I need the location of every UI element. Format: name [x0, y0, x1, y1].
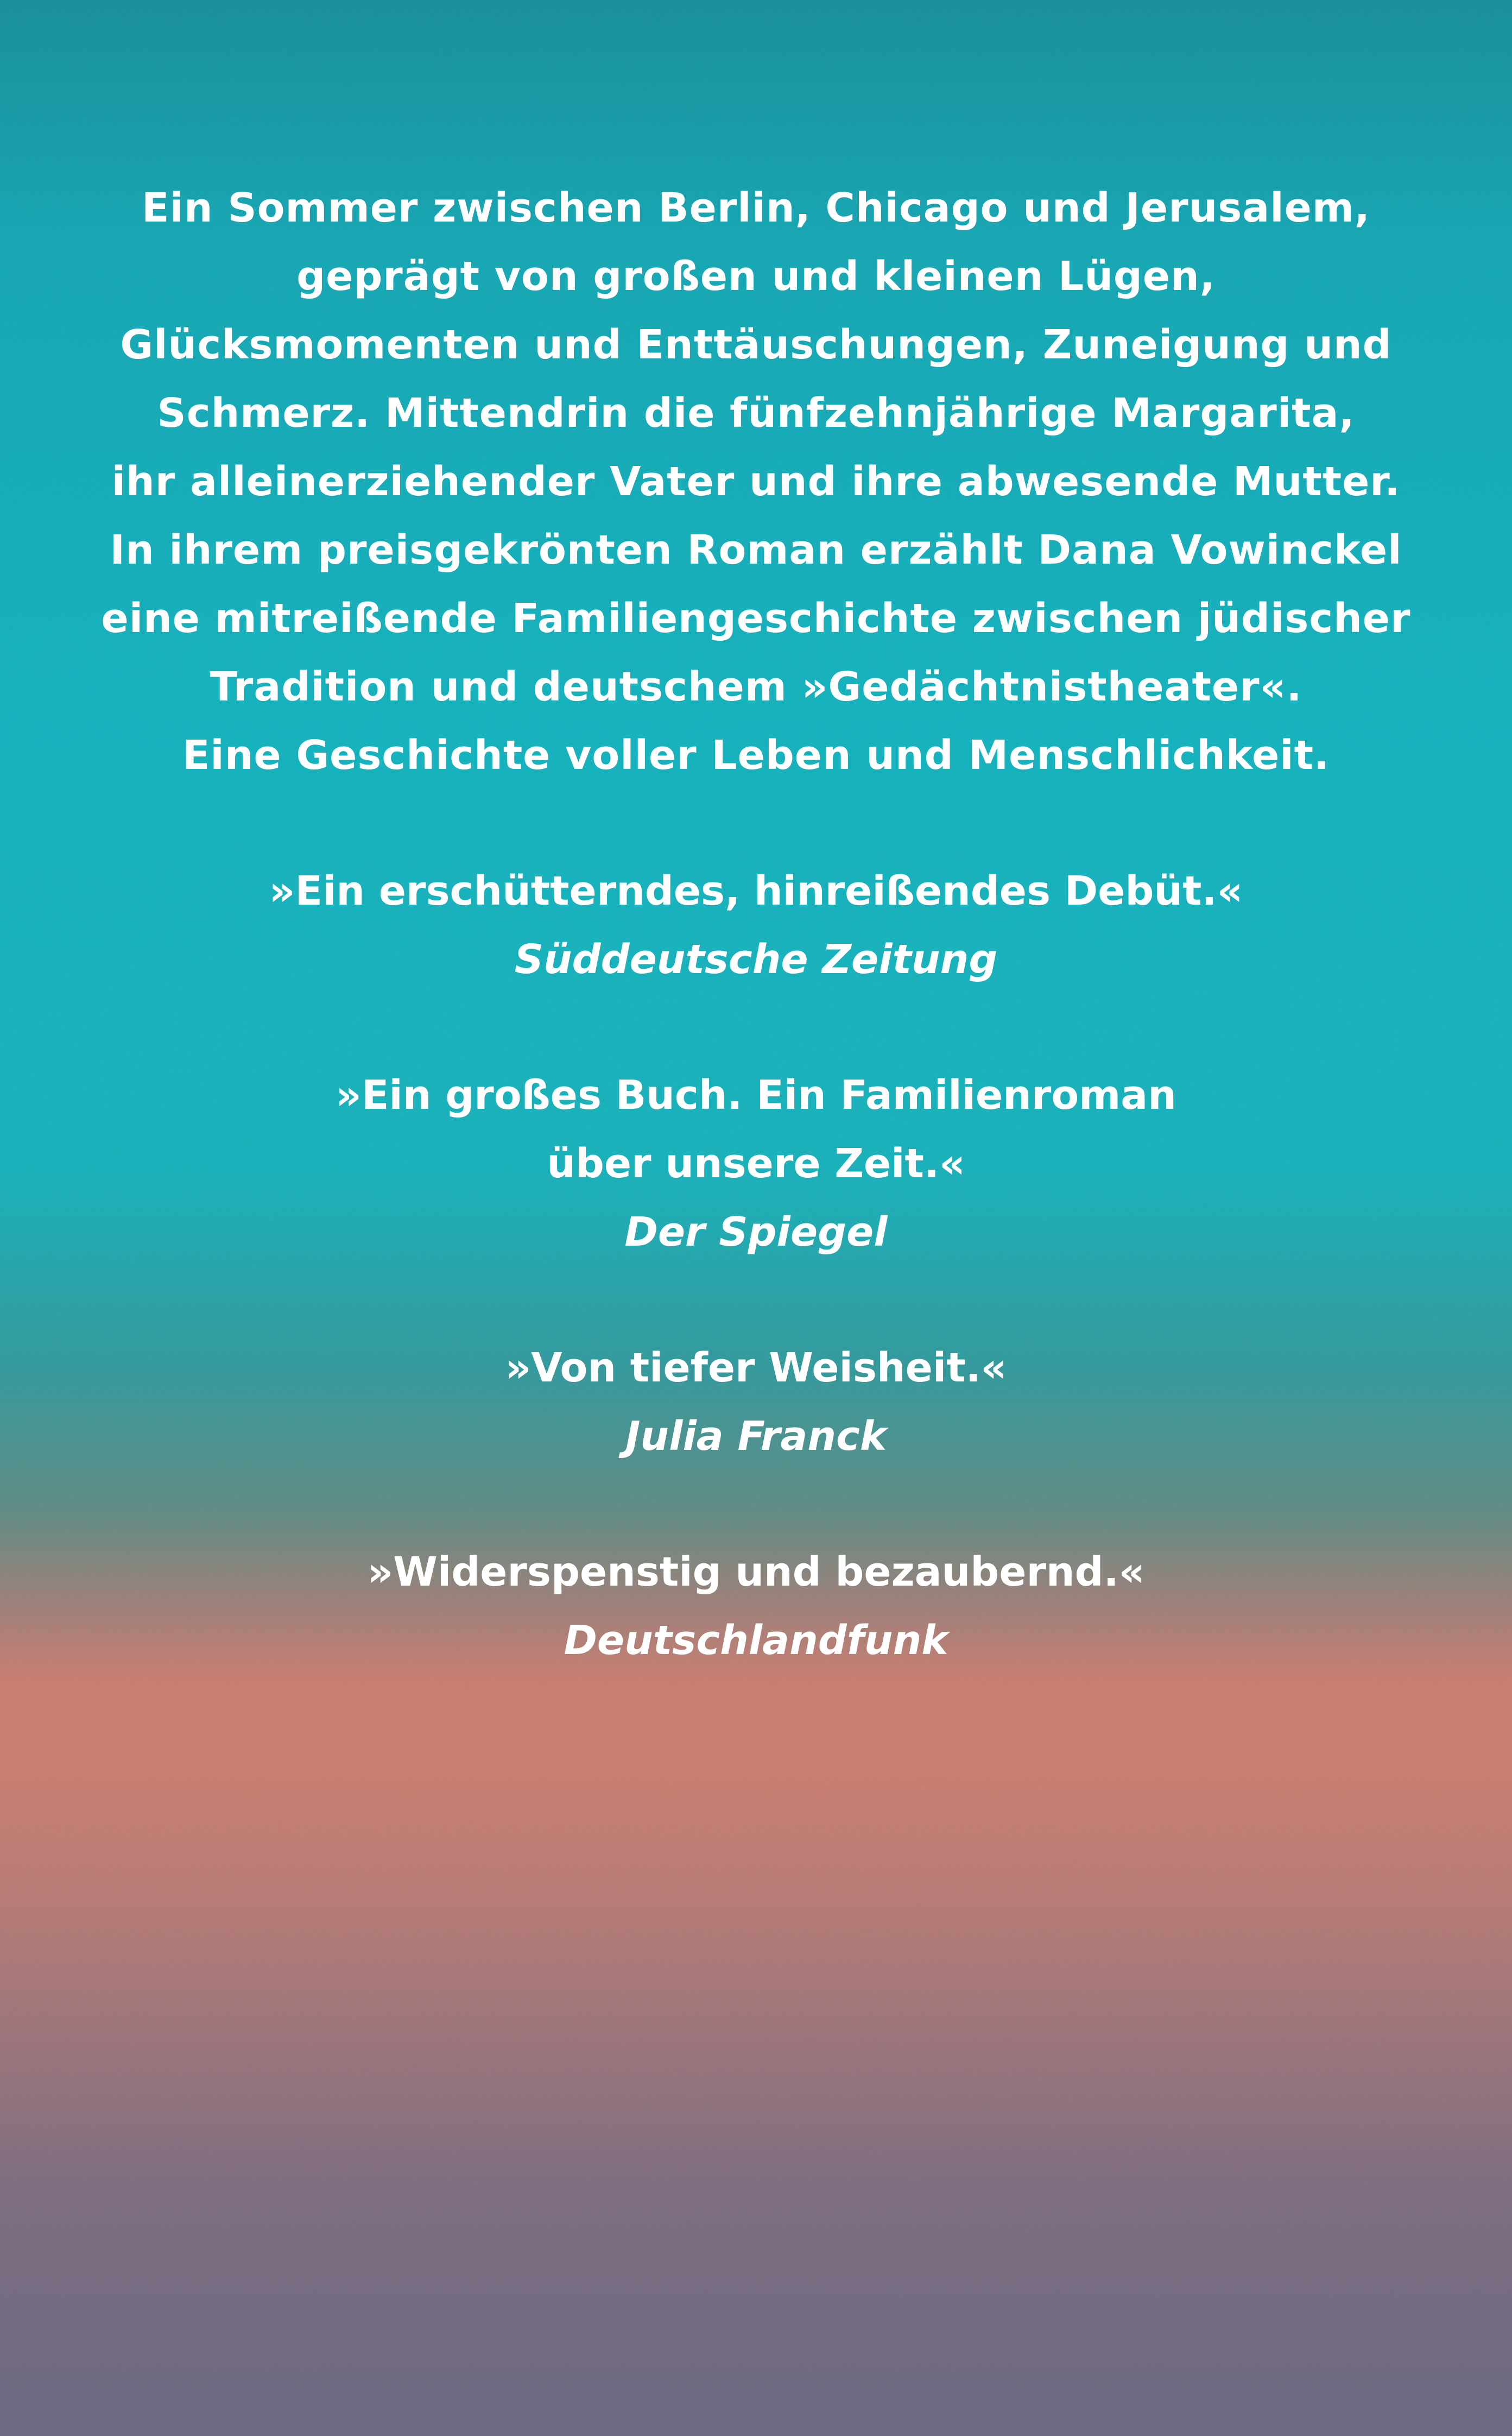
back-cover-text	[0, 174, 1512, 1675]
quote-text: »Von tiefer Weisheit.«	[505, 1345, 1007, 1391]
press-quote-sueddeutsche	[0, 857, 1512, 994]
quote-text: »Ein erschütterndes, hinreißendes Debüt.«	[269, 868, 1243, 914]
blurb-line: geprägt von großen und kleinen Lügen,	[296, 253, 1216, 300]
quote-text: »Widerspenstig und bezaubernd.«	[367, 1549, 1145, 1595]
press-quote-julia-franck	[0, 1334, 1512, 1471]
quote-source: Der Spiegel	[624, 1209, 888, 1255]
blurb-line: Ein Sommer zwischen Berlin, Chicago und Jerusalem,	[141, 185, 1371, 231]
blurb-line: In ihrem preisgekrönten Roman erzählt Dana Vowinckel	[110, 527, 1402, 573]
quote-text: »Ein großes Buch. Ein Familienroman	[336, 1072, 1176, 1119]
quote-text: über unsere Zeit.«	[547, 1140, 965, 1187]
press-quote-spiegel	[0, 1061, 1512, 1266]
blurb-line: Schmerz. Mittendrin die fünfzehnjährige Margarita,	[157, 390, 1355, 437]
blurb-line: ihr alleinerziehender Vater und ihre abwesende Mutter.	[111, 458, 1401, 505]
quote-source: Deutschlandfunk	[564, 1617, 948, 1664]
press-quote-deutschlandfunk	[0, 1538, 1512, 1675]
blurb-line: Glücksmomenten und Enttäuschungen, Zuneigung und	[120, 321, 1392, 368]
blurb-line: eine mitreißende Familiengeschichte zwischen jüdischer	[101, 595, 1411, 642]
blurb-line: Tradition und deutschem »Gedächtnistheater«.	[210, 664, 1302, 710]
quote-source: Julia Franck	[625, 1413, 887, 1460]
quote-source: Süddeutsche Zeitung	[514, 936, 998, 983]
blurb-line: Eine Geschichte voller Leben und Menschlichkeit.	[182, 732, 1330, 779]
book-blurb	[0, 174, 1512, 790]
